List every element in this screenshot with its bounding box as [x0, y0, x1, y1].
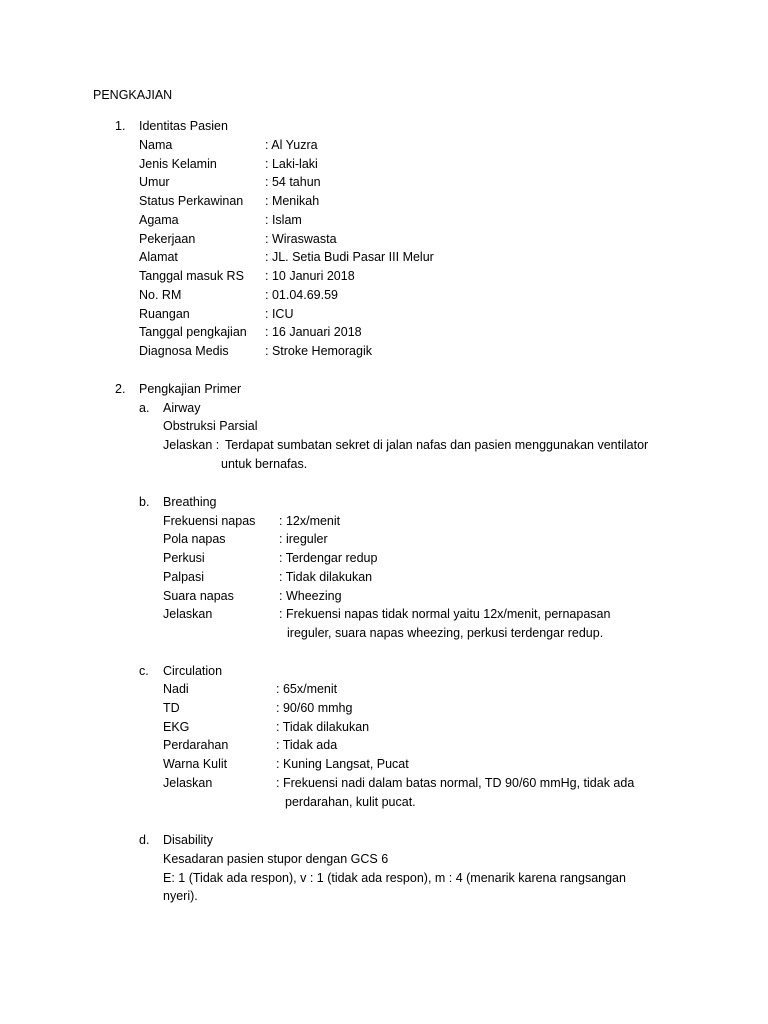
circulation-value: : 90/60 mmhg	[276, 701, 353, 715]
identity-label: Diagnosa Medis	[139, 344, 229, 358]
identity-value: : Islam	[265, 213, 302, 227]
identity-value: : Menikah	[265, 194, 320, 208]
circulation-label: Nadi	[163, 682, 189, 696]
circulation-value: : Kuning Langsat, Pucat	[276, 757, 409, 771]
circulation-value: : Tidak dilakukan	[276, 720, 370, 734]
identity-label: Agama	[139, 213, 179, 227]
breathing-value: : Tidak dilakukan	[279, 570, 373, 584]
identity-label: Nama	[139, 138, 173, 152]
identity-label: Tanggal masuk RS	[139, 269, 244, 283]
identity-value: : Stroke Hemoragik	[265, 344, 372, 358]
document-heading: PENGKAJIAN	[93, 88, 173, 102]
circulation-jelaskan-continuation: perdarahan, kulit pucat.	[285, 795, 416, 809]
circulation-label: EKG	[163, 720, 190, 734]
identity-label: Pekerjaan	[139, 232, 196, 246]
circulation-value: : Tidak ada	[276, 738, 338, 752]
circulation-value: : Frekuensi nadi dalam batas normal, TD 90/60 mmHg, tidak ada	[276, 776, 635, 790]
identity-value: : 10 Januri 2018	[265, 269, 355, 283]
circulation-label: Perdarahan	[163, 738, 229, 752]
identity-value: : Wiraswasta	[265, 232, 337, 246]
circulation-title: Circulation	[163, 664, 223, 678]
breathing-label: Pola napas	[163, 532, 226, 546]
section-2-number: 2.	[115, 382, 126, 396]
breathing-label: Frekuensi napas	[163, 514, 256, 528]
disability-line: nyeri).	[163, 889, 198, 903]
circulation-letter: c.	[139, 664, 149, 678]
section-2-title: Pengkajian Primer	[139, 382, 242, 396]
airway-jelaskan-continuation: untuk bernafas.	[221, 457, 308, 471]
breathing-value: : 12x/menit	[279, 514, 341, 528]
identity-value: : 54 tahun	[265, 175, 321, 189]
identity-label: Status Perkawinan	[139, 194, 244, 208]
breathing-value: : Wheezing	[279, 589, 342, 603]
circulation-label: Warna Kulit	[163, 757, 228, 771]
disability-line: E: 1 (Tidak ada respon), v : 1 (tidak ada respon), m : 4 (menarik karena rangsangan	[163, 871, 626, 885]
breathing-label: Palpasi	[163, 570, 204, 584]
airway-finding: Obstruksi Parsial	[163, 419, 258, 433]
disability-title: Disability	[163, 833, 214, 847]
disability-line: Kesadaran pasien stupor dengan GCS 6	[163, 852, 389, 866]
section-1-number: 1.	[115, 119, 126, 133]
identity-label: Alamat	[139, 250, 178, 264]
identity-value: : Al Yuzra	[265, 138, 318, 152]
breathing-value: : Terdengar redup	[279, 551, 378, 565]
disability-letter: d.	[139, 833, 150, 847]
circulation-value: : 65x/menit	[276, 682, 338, 696]
identity-value: : ICU	[265, 307, 294, 321]
breathing-label: Suara napas	[163, 589, 234, 603]
identity-label: No. RM	[139, 288, 182, 302]
identity-value: : Laki-laki	[265, 157, 318, 171]
breathing-value: : Frekuensi napas tidak normal yaitu 12x/menit, pernapasan	[279, 607, 611, 621]
breathing-letter: b.	[139, 495, 150, 509]
airway-letter: a.	[139, 401, 150, 415]
circulation-label: TD	[163, 701, 180, 715]
section-1-title: Identitas Pasien	[139, 119, 228, 133]
identity-value: : 01.04.69.59	[265, 288, 338, 302]
breathing-title: Breathing	[163, 495, 217, 509]
airway-jelaskan-label: Jelaskan :	[163, 438, 220, 452]
identity-label: Tanggal pengkajian	[139, 325, 247, 339]
airway-title: Airway	[163, 401, 201, 415]
circulation-label: Jelaskan	[163, 776, 213, 790]
breathing-jelaskan-continuation: ireguler, suara napas wheezing, perkusi terdengar redup.	[287, 626, 604, 640]
breathing-label: Jelaskan	[163, 607, 213, 621]
identity-label: Umur	[139, 175, 170, 189]
identity-label: Ruangan	[139, 307, 190, 321]
identity-value: : JL. Setia Budi Pasar III Melur	[265, 250, 434, 264]
breathing-value: : ireguler	[279, 532, 328, 546]
airway-jelaskan-text: Terdapat sumbatan sekret di jalan nafas dan pasien menggunakan ventilator	[225, 438, 649, 452]
breathing-label: Perkusi	[163, 551, 205, 565]
identity-value: : 16 Januari 2018	[265, 325, 362, 339]
identity-label: Jenis Kelamin	[139, 157, 217, 171]
